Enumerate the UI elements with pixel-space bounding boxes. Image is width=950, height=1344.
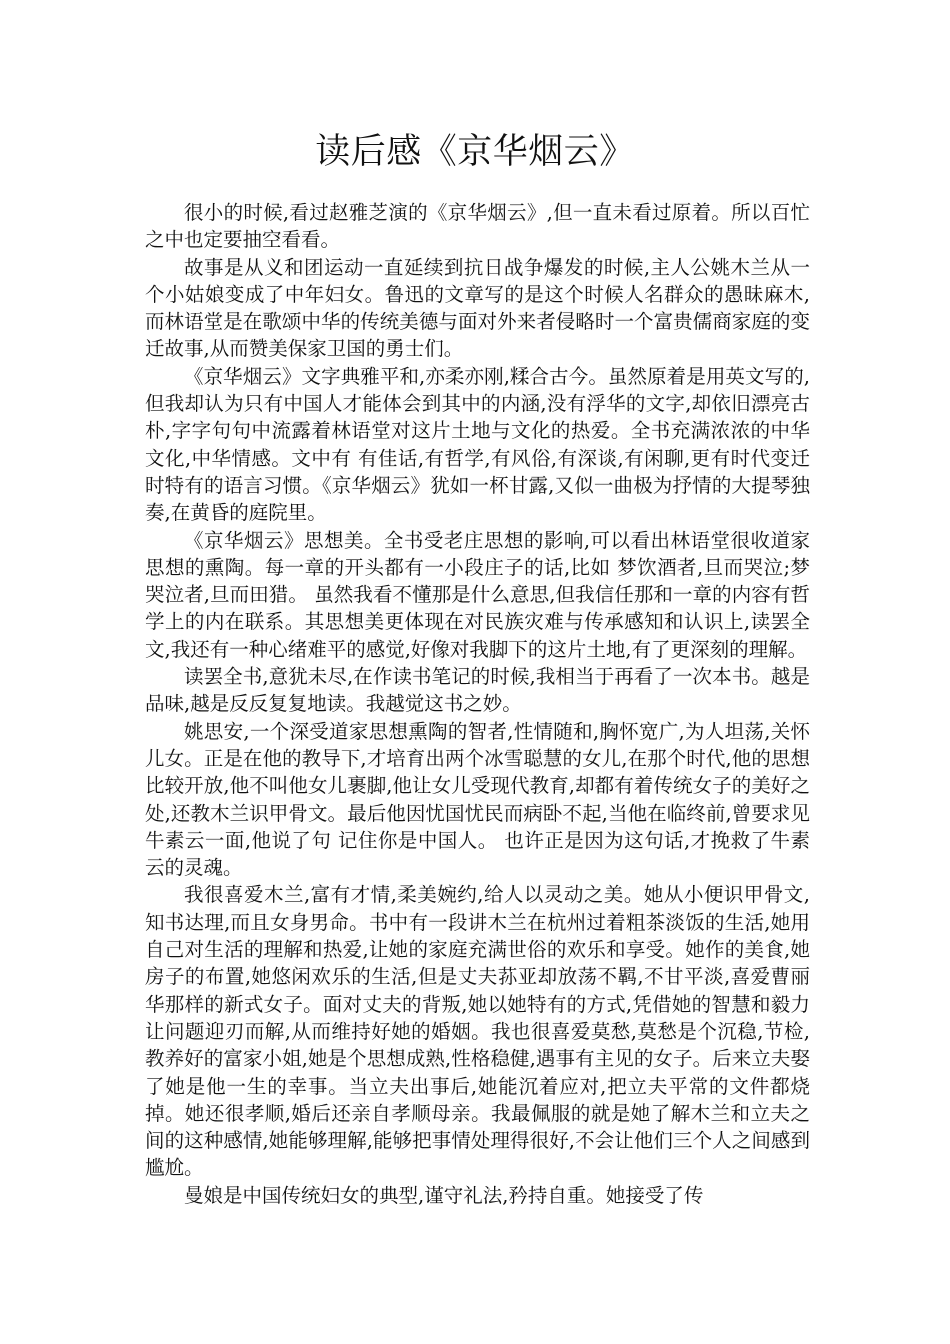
- document-title: 读后感《京华烟云》: [315, 132, 635, 172]
- paragraph-6: 姚思安,一个深受道家思想熏陶的智者,性情随和,胸怀宽广,为人坦荡,关怀儿女。正是在他的教导下,才培育出两个冰雪聪慧的女儿,在那个时代,他的思想比较开放,他不叫他女儿裹脚,他让女儿受现代教育,却都有着传统女子的美好之处,还教木兰识甲骨文。最后他因忧国忧民而病卧不起,当他在临终前,曾要求见牛素云一面,他说了句 记住你是中国人。 也许正是因为这句话,才挽救了牛素云的灵魂。: [145, 719, 810, 880]
- paragraph-7: 我很喜爱木兰,富有才情,柔美婉约,给人以灵动之美。她从小便识甲骨文,知书达理,而且女身男命。书中有一段讲木兰在杭州过着粗茶淡饭的生活,她用自己对生活的理解和热爱,让她的家庭充满世俗的欢乐和享受。她作的美食,她房子的布置,她悠闲欢乐的生活,但是丈夫荪亚却放荡不羁,不甘平淡,喜爱曹丽华那样的新式女子。面对丈夫的背叛,她以她特有的方式,凭借她的智慧和毅力让问题迎刃而解,从而维持好她的婚姻。我也很喜爱莫愁,莫愁是个沉稳,节检,教养好的富家小姐,她是个思想成熟,性格稳健,遇事有主见的女子。后来立夫娶了她是他一生的幸事。当立夫出事后,她能沉着应对,把立夫平常的文件都烧掉。她还很孝顺,婚后还亲自孝顺母亲。我最佩服的就是她了解木兰和立夫之间的这种感情,她能够理解,能够把事情处理得很好,不会让他们三个人之间感到尴尬。: [145, 883, 810, 1180]
- paragraph-3: 《京华烟云》文字典雅平和,亦柔亦刚,糅合古今。虽然原着是用英文写的,但我却认为只有中国人才能体会到其中的内涵,没有浮华的文字,却依旧漂亮古朴,字字句句中流露着林语堂对这片土地与文化的热爱。全书充满浓浓的中华文化,中华情感。文中有 有佳话,有哲学,有风俗,有深谈,有闲聊,更有时代变迁时特有的语言习惯。《京华烟云》犹如一杯甘露,又似一曲极为抒情的大提琴独奏,在黄昏的庭院里。: [145, 364, 810, 525]
- paragraph-4: 《京华烟云》思想美。全书受老庄思想的影响,可以看出林语堂很收道家思想的熏陶。每一章的开头都有一小段庄子的话,比如 梦饮酒者,旦而哭泣;梦哭泣者,旦而田猎。 虽然我看不懂那是什么意思,但我信任那和一章的内容有哲学上的内在联系。其思想美更体现在对民族灾难与传承感知和认识上,读罢全文,我还有一种心绪难平的感觉,好像对我脚下的这片土地,有了更深刻的理解。: [145, 528, 810, 661]
- document-body: [145, 199, 810, 1209]
- paragraph-8: 曼娘是中国传统妇女的典型,谨守礼法,矜持自重。她接受了传: [184, 1183, 704, 1207]
- paragraph-1: 很小的时候,看过赵雅芝演的《京华烟云》,但一直未看过原着。所以百忙之中也定要抽空看看。: [145, 201, 810, 252]
- paragraph-2: 故事是从义和团运动一直延续到抗日战争爆发的时候,主人公姚木兰从一个小姑娘变成了中年妇女。鲁迅的文章写的是这个时候人名群众的愚昧麻木,而林语堂是在歌颂中华的传统美德与面对外来者侵略时一个富贵儒商家庭的变迁故事,从而赞美保家卫国的勇士们。: [145, 255, 810, 361]
- paragraph-5: 读罢全书,意犹未尽,在作读书笔记的时候,我相当于再看了一次本书。越是品味,越是反反复复地读。我越觉这书之妙。: [145, 665, 810, 716]
